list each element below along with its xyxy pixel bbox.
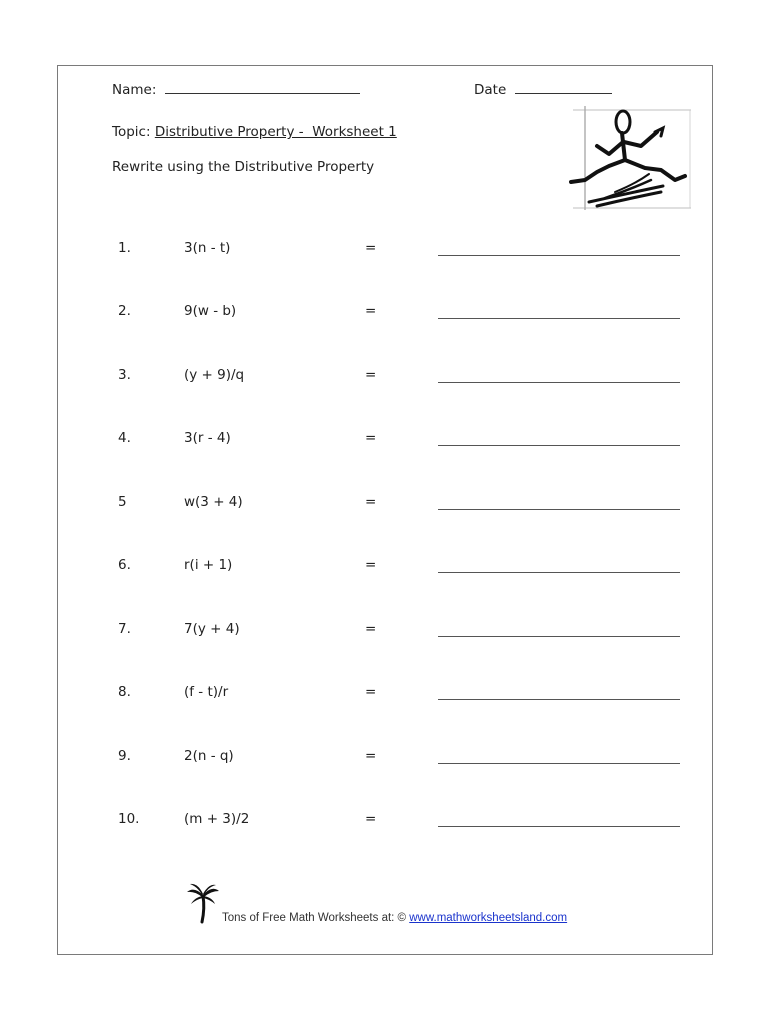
problem-number: 3. (118, 367, 131, 383)
problem-number: 1. (118, 240, 131, 256)
problem-number: 4. (118, 430, 131, 446)
runner-icon (565, 102, 695, 214)
answer-line[interactable] (438, 255, 680, 256)
equals-sign: = (365, 684, 377, 700)
problem-number: 10. (118, 811, 140, 827)
problem-expression: 7(y + 4) (184, 621, 240, 637)
topic-label: Topic: (112, 124, 151, 140)
problem-expression: 3(n - t) (184, 240, 231, 256)
name-blank[interactable] (165, 80, 360, 94)
footer-text: Tons of Free Math Worksheets at: © (222, 912, 410, 924)
answer-line[interactable] (438, 636, 680, 637)
answer-line[interactable] (438, 826, 680, 827)
equals-sign: = (365, 557, 377, 573)
palm-tree-icon (186, 882, 220, 924)
problem-expression: w(3 + 4) (184, 494, 243, 510)
answer-line[interactable] (438, 509, 680, 510)
problem-expression: 2(n - q) (184, 748, 234, 764)
problem-number: 7. (118, 621, 131, 637)
name-field (112, 80, 360, 98)
problem-number: 9. (118, 748, 131, 764)
problem-number: 8. (118, 684, 131, 700)
problem-expression: 9(w - b) (184, 303, 237, 319)
answer-line[interactable] (438, 763, 680, 764)
problem-expression: (y + 9)/q (184, 367, 245, 383)
problem-expression: (f - t)/r (184, 684, 229, 700)
equals-sign: = (365, 430, 377, 446)
date-field (474, 80, 612, 98)
equals-sign: = (365, 494, 377, 510)
instructions: Rewrite using the Distributive Property (112, 159, 375, 175)
name-label: Name: (112, 82, 157, 98)
equals-sign: = (365, 240, 377, 256)
date-blank[interactable] (515, 80, 612, 94)
answer-line[interactable] (438, 445, 680, 446)
topic-line (112, 124, 397, 140)
footer (222, 912, 567, 924)
problem-expression: (m + 3)/2 (184, 811, 250, 827)
answer-line[interactable] (438, 572, 680, 573)
equals-sign: = (365, 303, 377, 319)
problem-number: 2. (118, 303, 131, 319)
problem-expression: r(i + 1) (184, 557, 233, 573)
problem-number: 5 (118, 494, 127, 510)
problem-expression: 3(r - 4) (184, 430, 231, 446)
footer-link[interactable]: www.mathworksheetsland.com (409, 912, 568, 924)
equals-sign: = (365, 367, 377, 383)
answer-line[interactable] (438, 382, 680, 383)
problem-number: 6. (118, 557, 131, 573)
topic-title: Distributive Property - Worksheet 1 (154, 124, 397, 140)
equals-sign: = (365, 748, 377, 764)
answer-line[interactable] (438, 699, 680, 700)
answer-line[interactable] (438, 318, 680, 319)
equals-sign: = (365, 621, 377, 637)
equals-sign: = (365, 811, 377, 827)
date-label: Date (474, 82, 507, 98)
